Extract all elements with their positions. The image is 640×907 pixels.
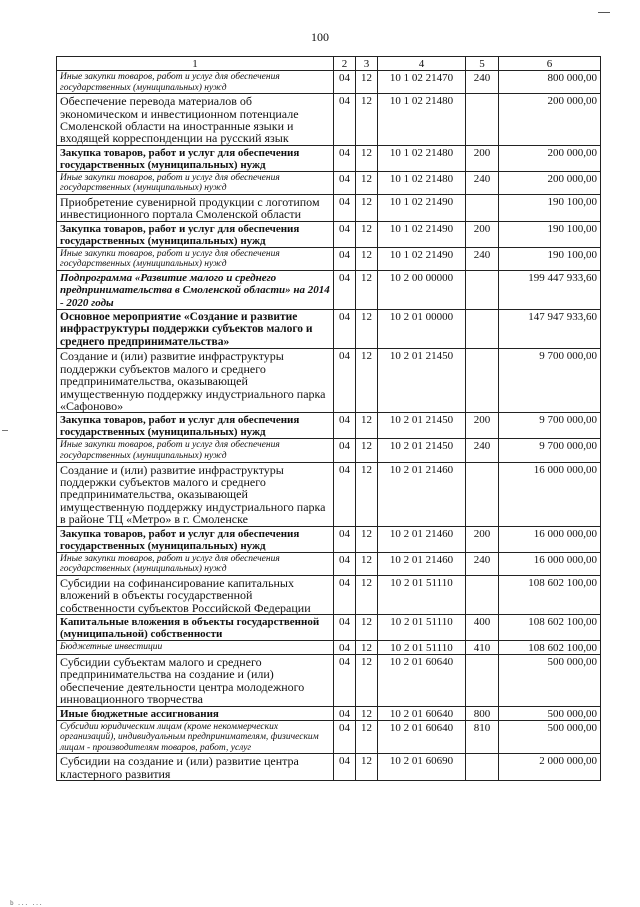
subsection-code: 12 (356, 195, 378, 222)
row-description: Субсидии на софинансирование капитальных вложений в объекты государственной собственности субъектов Российской Федерации (57, 575, 334, 614)
target-article-code: 10 2 01 21450 (378, 349, 466, 413)
section-code: 04 (334, 271, 356, 310)
target-article-code: 10 2 01 51110 (378, 615, 466, 641)
expense-type-code: 240 (466, 552, 499, 575)
subsection-code: 12 (356, 71, 378, 94)
expense-type-code (466, 195, 499, 222)
row-description: Основное мероприятие «Создание и развитие инфраструктуры поддержки субъектов малого и среднего предпринимательства» (57, 309, 334, 349)
subsection-code: 12 (356, 706, 378, 720)
amount-value: 800 000,00 (499, 71, 601, 94)
print-stamp: b ... ... (10, 900, 43, 907)
section-code: 04 (334, 71, 356, 94)
table-row (57, 221, 601, 247)
target-article-code: 10 2 01 21450 (378, 439, 466, 462)
row-description: Закупка товаров, работ и услуг для обеспечения государственных (муниципальных) нужд (57, 221, 334, 247)
section-code: 04 (334, 655, 356, 707)
amount-value: 108 602 100,00 (499, 575, 601, 614)
section-code: 04 (334, 195, 356, 222)
table-row (57, 526, 601, 552)
subsection-code: 12 (356, 754, 378, 781)
section-code: 04 (334, 171, 356, 194)
subsection-code: 12 (356, 526, 378, 552)
subsection-code: 12 (356, 221, 378, 247)
target-article-code: 10 2 01 21460 (378, 552, 466, 575)
row-description: Иные бюджетные ассигнования (57, 706, 334, 720)
row-description: Иные закупки товаров, работ и услуг для обеспечения государственных (муниципальных) нужд (57, 71, 334, 94)
header-cell: 1 (57, 57, 334, 71)
target-article-code: 10 1 02 21490 (378, 247, 466, 270)
section-code: 04 (334, 221, 356, 247)
row-description: Иные закупки товаров, работ и услуг для обеспечения государственных (муниципальных) нужд (57, 439, 334, 462)
subsection-code: 12 (356, 309, 378, 349)
row-description: Подпрограмма «Развитие малого и среднего предпринимательства в Смоленской области» на 2014 - 2020 годы (57, 271, 334, 310)
subsection-code: 12 (356, 171, 378, 194)
target-article-code: 10 2 01 60640 (378, 720, 466, 754)
target-article-code: 10 2 00 00000 (378, 271, 466, 310)
section-code: 04 (334, 526, 356, 552)
target-article-code: 10 2 01 21460 (378, 526, 466, 552)
row-description: Закупка товаров, работ и услуг для обеспечения государственных (муниципальных) нужд (57, 413, 334, 439)
target-article-code: 10 2 01 60640 (378, 706, 466, 720)
table-row (57, 575, 601, 614)
row-description: Субсидии на создание и (или) развитие центра кластерного развития (57, 754, 334, 781)
target-article-code: 10 2 01 21450 (378, 413, 466, 439)
expense-type-code: 240 (466, 71, 499, 94)
row-description: Субсидии юридическим лицам (кроме некоммерческих организаций), индивидуальным предпринимателям, физическим лицам - производителям товаров, работ, услуг (57, 720, 334, 754)
amount-value: 190 100,00 (499, 247, 601, 270)
budget-table (56, 56, 601, 781)
section-code: 04 (334, 754, 356, 781)
expense-type-code (466, 349, 499, 413)
expense-type-code (466, 754, 499, 781)
expense-type-code: 240 (466, 247, 499, 270)
target-article-code: 10 1 02 21470 (378, 71, 466, 94)
table-row (57, 552, 601, 575)
amount-value: 16 000 000,00 (499, 462, 601, 526)
amount-value: 9 700 000,00 (499, 413, 601, 439)
section-code: 04 (334, 94, 356, 146)
expense-type-code (466, 575, 499, 614)
row-description: Создание и (или) развитие инфраструктуры поддержки субъектов малого и среднего предпринимательства, оказывающей имущественную поддержку индустриального парка в районе ТЦ «Метро» в г. Смоленске (57, 462, 334, 526)
table-row (57, 271, 601, 310)
subsection-code: 12 (356, 575, 378, 614)
amount-value: 9 700 000,00 (499, 439, 601, 462)
subsection-code: 12 (356, 720, 378, 754)
amount-value: 147 947 933,60 (499, 309, 601, 349)
target-article-code: 10 1 02 21480 (378, 171, 466, 194)
table-row (57, 754, 601, 781)
table-row (57, 94, 601, 146)
section-code: 04 (334, 413, 356, 439)
header-cell: 5 (466, 57, 499, 71)
amount-value: 9 700 000,00 (499, 349, 601, 413)
amount-value: 190 100,00 (499, 221, 601, 247)
target-article-code: 10 1 02 21490 (378, 195, 466, 222)
amount-value: 199 447 933,60 (499, 271, 601, 310)
amount-value: 108 602 100,00 (499, 641, 601, 655)
table-row (57, 720, 601, 754)
table-body (57, 71, 601, 781)
target-article-code: 10 2 01 51110 (378, 575, 466, 614)
table-row (57, 195, 601, 222)
section-code: 04 (334, 247, 356, 270)
row-description: Бюджетные инвестиции (57, 641, 334, 655)
amount-value: 190 100,00 (499, 195, 601, 222)
target-article-code: 10 2 01 00000 (378, 309, 466, 349)
row-description: Капитальные вложения в объекты государственной (муниципальной) собственности (57, 615, 334, 641)
section-code: 04 (334, 462, 356, 526)
amount-value: 500 000,00 (499, 655, 601, 707)
header-cell: 6 (499, 57, 601, 71)
subsection-code: 12 (356, 552, 378, 575)
table-row (57, 706, 601, 720)
target-article-code: 10 1 02 21480 (378, 145, 466, 171)
table-row (57, 247, 601, 270)
table-row (57, 655, 601, 707)
expense-type-code: 810 (466, 720, 499, 754)
amount-value: 200 000,00 (499, 145, 601, 171)
subsection-code: 12 (356, 145, 378, 171)
row-description: Иные закупки товаров, работ и услуг для обеспечения государственных (муниципальных) нужд (57, 247, 334, 270)
table-row (57, 413, 601, 439)
expense-type-code: 240 (466, 171, 499, 194)
amount-value: 200 000,00 (499, 94, 601, 146)
row-description: Закупка товаров, работ и услуг для обеспечения государственных (муниципальных) нужд (57, 145, 334, 171)
header-row (57, 57, 601, 71)
target-article-code: 10 1 02 21490 (378, 221, 466, 247)
expense-type-code: 410 (466, 641, 499, 655)
amount-value: 2 000 000,00 (499, 754, 601, 781)
expense-type-code: 400 (466, 615, 499, 641)
amount-value: 16 000 000,00 (499, 526, 601, 552)
header-cell: 4 (378, 57, 466, 71)
subsection-code: 12 (356, 247, 378, 270)
expense-type-code (466, 462, 499, 526)
table-row (57, 309, 601, 349)
amount-value: 500 000,00 (499, 720, 601, 754)
table-row (57, 641, 601, 655)
section-code: 04 (334, 145, 356, 171)
amount-value: 500 000,00 (499, 706, 601, 720)
expense-type-code: 240 (466, 439, 499, 462)
subsection-code: 12 (356, 94, 378, 146)
row-description: Субсидии субъектам малого и среднего предпринимательства на создание и (или) обеспечение деятельности центра молодежного инновационного творчества (57, 655, 334, 707)
table-row (57, 145, 601, 171)
subsection-code: 12 (356, 271, 378, 310)
subsection-code: 12 (356, 413, 378, 439)
corner-mark (598, 12, 610, 13)
target-article-code: 10 2 01 60690 (378, 754, 466, 781)
table-row (57, 462, 601, 526)
subsection-code: 12 (356, 439, 378, 462)
expense-type-code (466, 94, 499, 146)
expense-type-code (466, 309, 499, 349)
amount-value: 200 000,00 (499, 171, 601, 194)
section-code: 04 (334, 706, 356, 720)
subsection-code: 12 (356, 615, 378, 641)
section-code: 04 (334, 439, 356, 462)
section-code: 04 (334, 349, 356, 413)
section-code: 04 (334, 641, 356, 655)
table-row (57, 171, 601, 194)
row-description: Иные закупки товаров, работ и услуг для обеспечения государственных (муниципальных) нужд (57, 171, 334, 194)
table-row (57, 71, 601, 94)
row-description: Создание и (или) развитие инфраструктуры поддержки субъектов малого и среднего предпринимательства, оказывающей имущественную поддержку индустриального парка «Сафоново» (57, 349, 334, 413)
margin-mark (2, 430, 8, 431)
expense-type-code: 200 (466, 526, 499, 552)
header-cell: 2 (334, 57, 356, 71)
header-cell: 3 (356, 57, 378, 71)
target-article-code: 10 2 01 60640 (378, 655, 466, 707)
row-description: Закупка товаров, работ и услуг для обеспечения государственных (муниципальных) нужд (57, 526, 334, 552)
page-number: 100 (311, 30, 329, 44)
section-code: 04 (334, 615, 356, 641)
expense-type-code (466, 655, 499, 707)
expense-type-code: 800 (466, 706, 499, 720)
section-code: 04 (334, 552, 356, 575)
row-description: Иные закупки товаров, работ и услуг для обеспечения государственных (муниципальных) нужд (57, 552, 334, 575)
expense-type-code: 200 (466, 221, 499, 247)
target-article-code: 10 1 02 21480 (378, 94, 466, 146)
section-code: 04 (334, 309, 356, 349)
expense-type-code (466, 271, 499, 310)
subsection-code: 12 (356, 349, 378, 413)
subsection-code: 12 (356, 655, 378, 707)
amount-value: 108 602 100,00 (499, 615, 601, 641)
row-description: Обеспечение перевода материалов об экономическом и инвестиционном потенциале Смоленской области на иностранные языки и входящей корреспонденции на русский язык (57, 94, 334, 146)
target-article-code: 10 2 01 51110 (378, 641, 466, 655)
table-row (57, 439, 601, 462)
amount-value: 16 000 000,00 (499, 552, 601, 575)
section-code: 04 (334, 720, 356, 754)
expense-type-code: 200 (466, 145, 499, 171)
table-row (57, 349, 601, 413)
table-row (57, 615, 601, 641)
expense-type-code: 200 (466, 413, 499, 439)
target-article-code: 10 2 01 21460 (378, 462, 466, 526)
section-code: 04 (334, 575, 356, 614)
subsection-code: 12 (356, 462, 378, 526)
subsection-code: 12 (356, 641, 378, 655)
row-description: Приобретение сувенирной продукции с логотипом инвестиционного портала Смоленской области (57, 195, 334, 222)
